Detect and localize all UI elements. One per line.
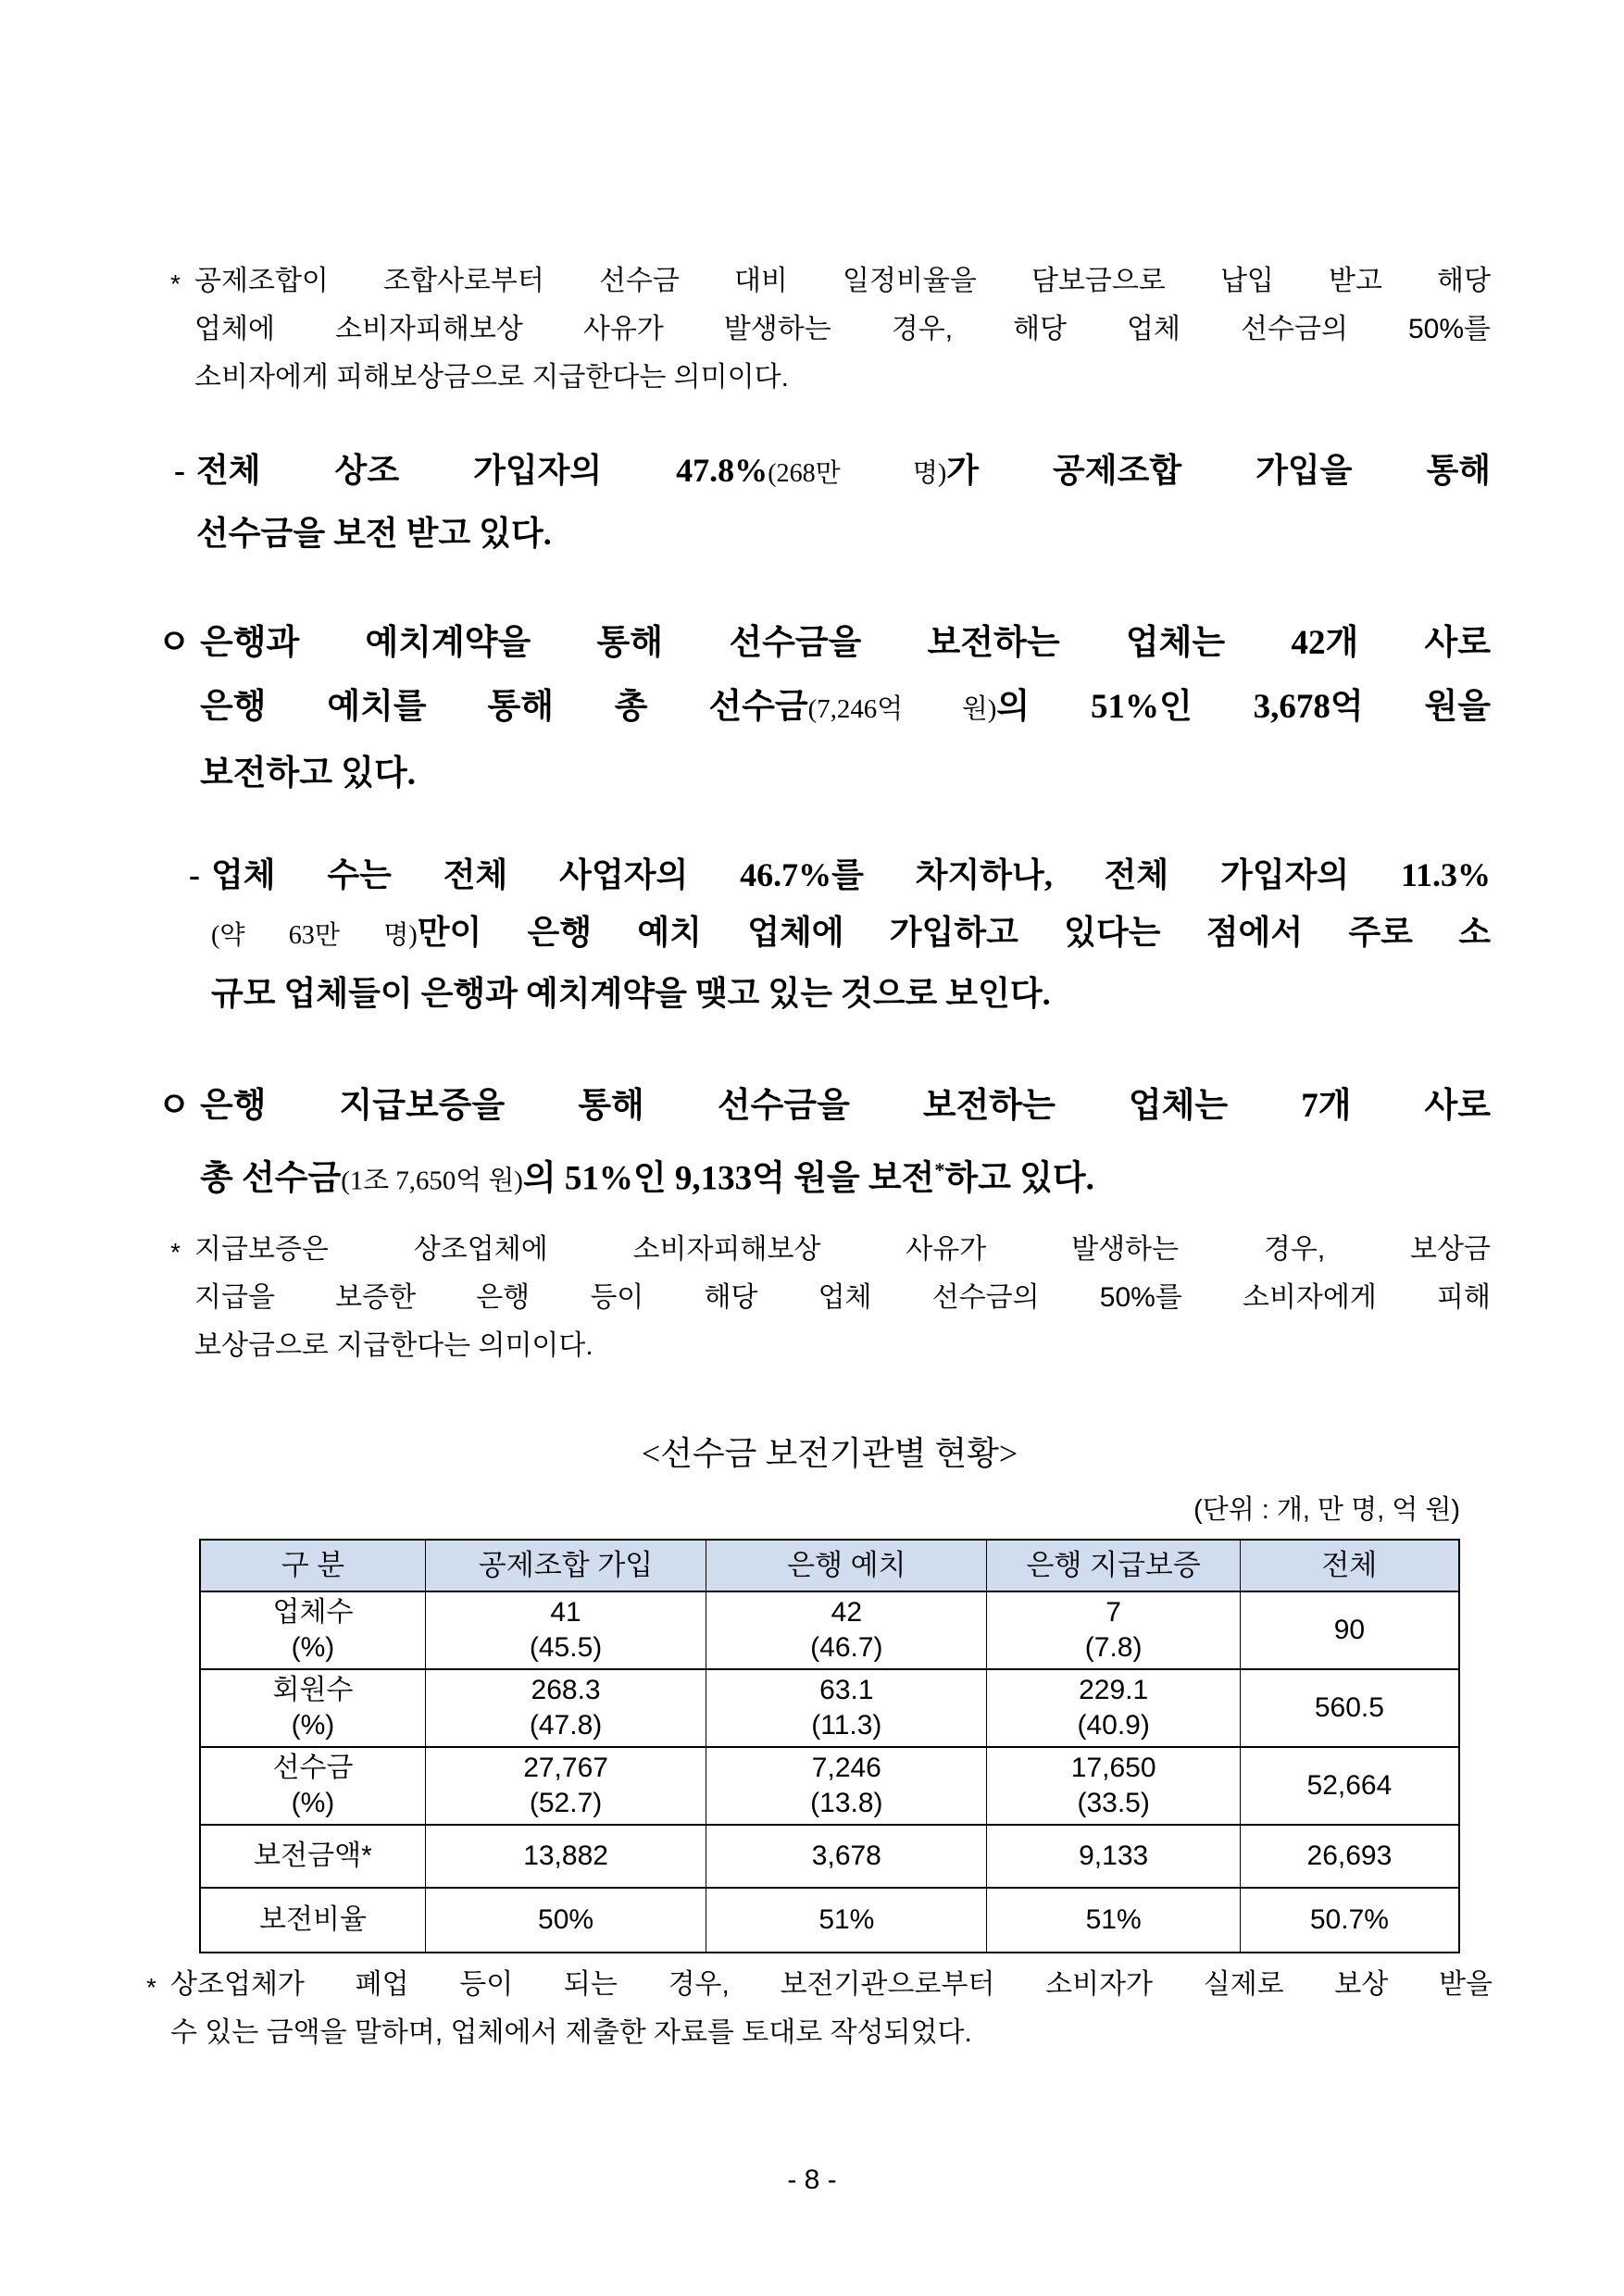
- text-line: [194, 354, 1491, 402]
- row-header: 보전비율: [200, 1888, 425, 1953]
- bullet-text: [200, 1074, 1491, 1213]
- table-cell: 268.3 (47.8): [425, 1669, 706, 1747]
- text-segment: 은행 예치를 통해 총 선수금: [200, 688, 808, 726]
- text-line: [200, 675, 1491, 742]
- table-cell: 560.5: [1240, 1669, 1459, 1747]
- table-title: <선수금 보전기관별 현황>: [641, 1435, 1018, 1472]
- footnote-table-source: [146, 1961, 1493, 2057]
- table-cell: 50%: [425, 1888, 706, 1953]
- text-segment: 만이 은행 예치 업체에 가입하고 있다는 점에서 주로 소: [417, 914, 1491, 951]
- table-cell: 13,882: [425, 1825, 706, 1888]
- text-segment: 규모 업체들이 은행과 예치계약을 맺고 있는 것으로 보인다.: [211, 975, 1051, 1012]
- text-line: [194, 257, 1491, 306]
- table-cell: 50.7%: [1240, 1888, 1459, 1953]
- dash-bullet-marker: -: [189, 856, 200, 893]
- text-line: [211, 965, 1491, 1022]
- row-header: 선수금 (%): [200, 1747, 425, 1825]
- page-number: - 8 -: [787, 2165, 837, 2195]
- bullet-text: [200, 611, 1491, 805]
- row-header: 보전금액*: [200, 1825, 425, 1888]
- column-header: 은행 지급보증: [987, 1540, 1240, 1591]
- table-cell: 7,246 (13.8): [706, 1747, 987, 1825]
- footnote-asterisk-marker: *: [146, 1973, 156, 2002]
- table-cell: 51%: [987, 1888, 1240, 1953]
- table-cell: 17,650 (33.5): [987, 1747, 1240, 1825]
- text-segment: 보전하고 있다.: [200, 755, 416, 792]
- text-line: [196, 504, 1491, 563]
- text-segment: 소비자에게 피해보상금으로 지급한다는 의미이다.: [194, 362, 789, 393]
- text-line: [211, 846, 1491, 904]
- text-segment: 업체 수는 전체 사업자의 46.7%를 차지하나, 전체 가입자의 11.3%: [211, 856, 1491, 893]
- footnote-asterisk-marker: *: [170, 1238, 181, 1267]
- table-cell: 229.1 (40.9): [987, 1669, 1240, 1747]
- column-header: 전체: [1240, 1540, 1459, 1591]
- bullet-text: [211, 846, 1491, 1022]
- text-segment: 의 51%인 9,133억 원을 보전: [522, 1159, 935, 1198]
- text-segment: 의 51%인 3,678억 원을: [996, 688, 1491, 726]
- footnote-cooperative: [170, 257, 1491, 402]
- text-segment: 수 있는 금액을 말하며, 업체에서 제출한 자료를 토대로 작성되었다.: [170, 2017, 972, 2048]
- text-segment: 은행과 예치계약을 통해 선수금을 보전하는 업체는 42개 사로: [200, 624, 1491, 662]
- text-segment: 하고 있다.: [944, 1159, 1094, 1198]
- text-segment: (268만 명): [768, 459, 947, 488]
- circle-bullet-marker: ㅇ: [157, 624, 191, 662]
- table-row: [200, 1825, 1459, 1888]
- bullet-text: [196, 441, 1491, 563]
- footnote-text: [194, 1226, 1491, 1370]
- table-row: [200, 1747, 1459, 1825]
- table-cell: 51%: [706, 1888, 987, 1953]
- text-line: [170, 2009, 1493, 2057]
- table-unit-note: (단위 : 개, 만 명, 억 원): [1193, 1495, 1460, 1525]
- text-line: [194, 1322, 1491, 1370]
- footnote-asterisk-marker: *: [170, 269, 181, 298]
- text-line: [170, 1961, 1493, 2009]
- table-cell: 27,767 (52.7): [425, 1747, 706, 1825]
- text-segment: 지급을 보증한 은행 등이 해당 업체 선수금의 50%를 소비자에게 피해: [194, 1282, 1491, 1313]
- table-cell: 42 (46.7): [706, 1591, 987, 1669]
- column-header: 공제조합 가입: [425, 1540, 706, 1591]
- text-line: [211, 904, 1491, 965]
- text-segment: (약 63만 명): [211, 921, 418, 950]
- bullet-mutual-aid-share: [174, 441, 1491, 563]
- row-header: 업체수 (%): [200, 1591, 425, 1669]
- text-segment: 공제조합이 조합사로부터 선수금 대비 일정비율을 담보금으로 납입 받고 해당: [194, 266, 1491, 296]
- text-segment: 은행 지급보증을 통해 선수금을 보전하는 업체는 7개 사로: [200, 1087, 1491, 1125]
- text-segment: 선수금을 보전 받고 있다.: [196, 515, 552, 552]
- table-cell: 7 (7.8): [987, 1591, 1240, 1669]
- text-line: [200, 1074, 1491, 1138]
- table-cell: 52,664: [1240, 1747, 1459, 1825]
- text-segment: 지급보증은 상조업체에 소비자피해보상 사유가 발생하는 경우, 보상금: [194, 1234, 1491, 1265]
- text-segment: 전체 상조 가입자의 47.8%: [196, 452, 768, 489]
- text-line: [200, 742, 1491, 805]
- table-cell: 26,693: [1240, 1825, 1459, 1888]
- text-segment: 가 공제조합 가입을 통해: [946, 452, 1491, 489]
- text-segment: 업체에 소비자피해보상 사유가 발생하는 경우, 해당 업체 선수금의 50%를: [194, 314, 1491, 344]
- circle-bullet-marker: ㅇ: [157, 1087, 191, 1125]
- table-cell: 90: [1240, 1591, 1459, 1669]
- table-row: [200, 1591, 1459, 1669]
- footnote-text: [170, 1961, 1493, 2057]
- table-row: [200, 1888, 1459, 1953]
- column-header: 은행 예치: [706, 1540, 987, 1591]
- text-segment: (1조 7,650억 원): [341, 1166, 523, 1196]
- table-header-row: [200, 1540, 1459, 1591]
- table-cell: 63.1 (11.3): [706, 1669, 987, 1747]
- text-line: [196, 441, 1491, 504]
- text-line: [200, 611, 1491, 675]
- bullet-deposit-detail: [189, 846, 1491, 1022]
- text-segment: (7,246억 원): [807, 694, 997, 724]
- bullet-bank-deposit: [157, 611, 1491, 805]
- text-line: [194, 1274, 1491, 1322]
- text-line: [194, 1226, 1491, 1274]
- text-segment: 상조업체가 폐업 등이 되는 경우, 보전기관으로부터 소비자가 실제로 보상 받을: [170, 1969, 1493, 2000]
- text-line: [200, 1138, 1491, 1213]
- text-segment: 총 선수금: [200, 1159, 342, 1198]
- text-line: [194, 306, 1491, 354]
- preservation-status-table: [199, 1539, 1460, 1953]
- superscript-asterisk: *: [934, 1158, 945, 1181]
- row-header: 회원수 (%): [200, 1669, 425, 1747]
- table-cell: 3,678: [706, 1825, 987, 1888]
- text-segment: 보상금으로 지급한다는 의미이다.: [194, 1330, 593, 1361]
- table-cell: 41 (45.5): [425, 1591, 706, 1669]
- table-row: [200, 1669, 1459, 1747]
- footnote-text: [194, 257, 1491, 402]
- dash-bullet-marker: -: [174, 452, 185, 489]
- bullet-bank-guarantee: [157, 1074, 1491, 1213]
- footnote-guarantee: [170, 1226, 1491, 1370]
- column-header: 구 분: [200, 1540, 425, 1591]
- table-cell: 9,133: [987, 1825, 1240, 1888]
